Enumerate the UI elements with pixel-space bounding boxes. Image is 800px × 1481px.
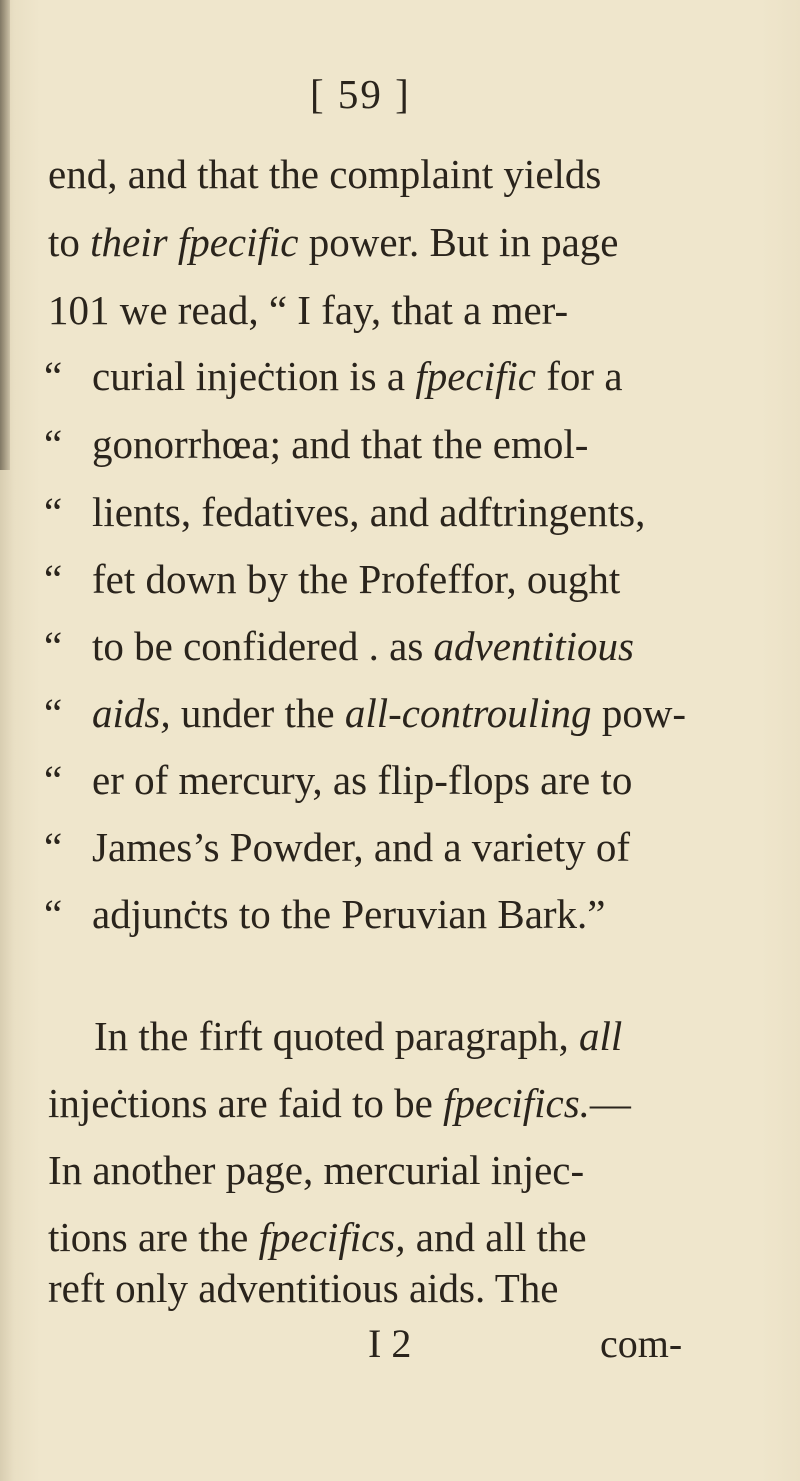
text-segment: to be confidered . as bbox=[92, 623, 434, 669]
text-segment: pow- bbox=[591, 690, 687, 736]
text-line bbox=[48, 148, 800, 200]
quote-mark: “ bbox=[44, 353, 63, 399]
text-line bbox=[44, 553, 800, 605]
quote-mark: “ bbox=[44, 757, 63, 803]
text-segment-italic: fpecifics. bbox=[443, 1080, 590, 1126]
text-segment-italic: adventitious bbox=[433, 623, 634, 669]
text-line bbox=[44, 687, 800, 739]
text-line bbox=[44, 888, 800, 940]
text-segment: under the bbox=[170, 690, 345, 736]
text-segment: adjunċts to the Peruvian Bark.” bbox=[92, 891, 606, 937]
text-segment-italic: fpecific bbox=[415, 353, 537, 399]
text-segment: 101 we read, “ I fay, that a mer- bbox=[48, 287, 569, 333]
text-line bbox=[44, 486, 800, 538]
catchword: com- bbox=[600, 1321, 683, 1366]
text-line bbox=[48, 1144, 800, 1196]
text-line bbox=[94, 1010, 800, 1062]
text-line bbox=[44, 418, 800, 470]
text-segment-italic: aids, bbox=[92, 690, 171, 736]
signature-mark: I 2 bbox=[368, 1321, 412, 1366]
quote-mark: “ bbox=[44, 690, 63, 736]
quote-mark: “ bbox=[44, 489, 63, 535]
quote-mark: “ bbox=[44, 824, 63, 870]
text-segment: to bbox=[48, 219, 91, 265]
text-segment: injeċtions are faid to be bbox=[48, 1080, 444, 1126]
text-segment: lients, fedatives, and adftringents, bbox=[92, 489, 646, 535]
text-line bbox=[44, 754, 800, 806]
text-line bbox=[48, 216, 800, 268]
text-segment: and all the bbox=[405, 1214, 587, 1260]
text-segment: In another page, mercurial injec- bbox=[48, 1147, 585, 1193]
text-segment-italic: all-controuling bbox=[344, 690, 592, 736]
text-line bbox=[48, 1211, 800, 1263]
text-segment-italic: their fpecific bbox=[90, 219, 299, 265]
text-segment: reft only adventitious aids. The bbox=[48, 1265, 559, 1311]
text-line bbox=[48, 284, 800, 336]
text-line bbox=[48, 1077, 800, 1129]
text-line bbox=[44, 821, 800, 873]
quote-mark: “ bbox=[44, 623, 63, 669]
text-segment: In the firft quoted paragraph, bbox=[94, 1013, 579, 1059]
text-line bbox=[44, 620, 800, 672]
text-segment: curial injeċtion is a bbox=[92, 353, 416, 399]
text-line bbox=[48, 1262, 800, 1314]
text-segment: power. But in page bbox=[298, 219, 619, 265]
text-segment: for a bbox=[536, 353, 623, 399]
text-segment: — bbox=[589, 1080, 631, 1126]
text-segment: gonorrhœa; and that the emol- bbox=[92, 421, 589, 467]
quote-mark: “ bbox=[44, 891, 63, 937]
text-segment: end, and that the complaint yields bbox=[48, 151, 602, 197]
text-segment: James’s Powder, and a variety of bbox=[92, 824, 631, 870]
text-line bbox=[44, 350, 800, 402]
text-segment: tions are the bbox=[48, 1214, 259, 1260]
quote-mark: “ bbox=[44, 556, 63, 602]
text-segment: er of mercury, as flip-flops are to bbox=[92, 757, 633, 803]
page-number-header: [ 59 ] bbox=[310, 71, 411, 117]
binding-shadow bbox=[0, 0, 10, 470]
text-segment: fet down by the Profeffor, ought bbox=[92, 556, 621, 602]
text-segment-italic: fpecifics, bbox=[258, 1214, 406, 1260]
text-segment-italic: all bbox=[578, 1013, 623, 1059]
quote-mark: “ bbox=[44, 421, 63, 467]
